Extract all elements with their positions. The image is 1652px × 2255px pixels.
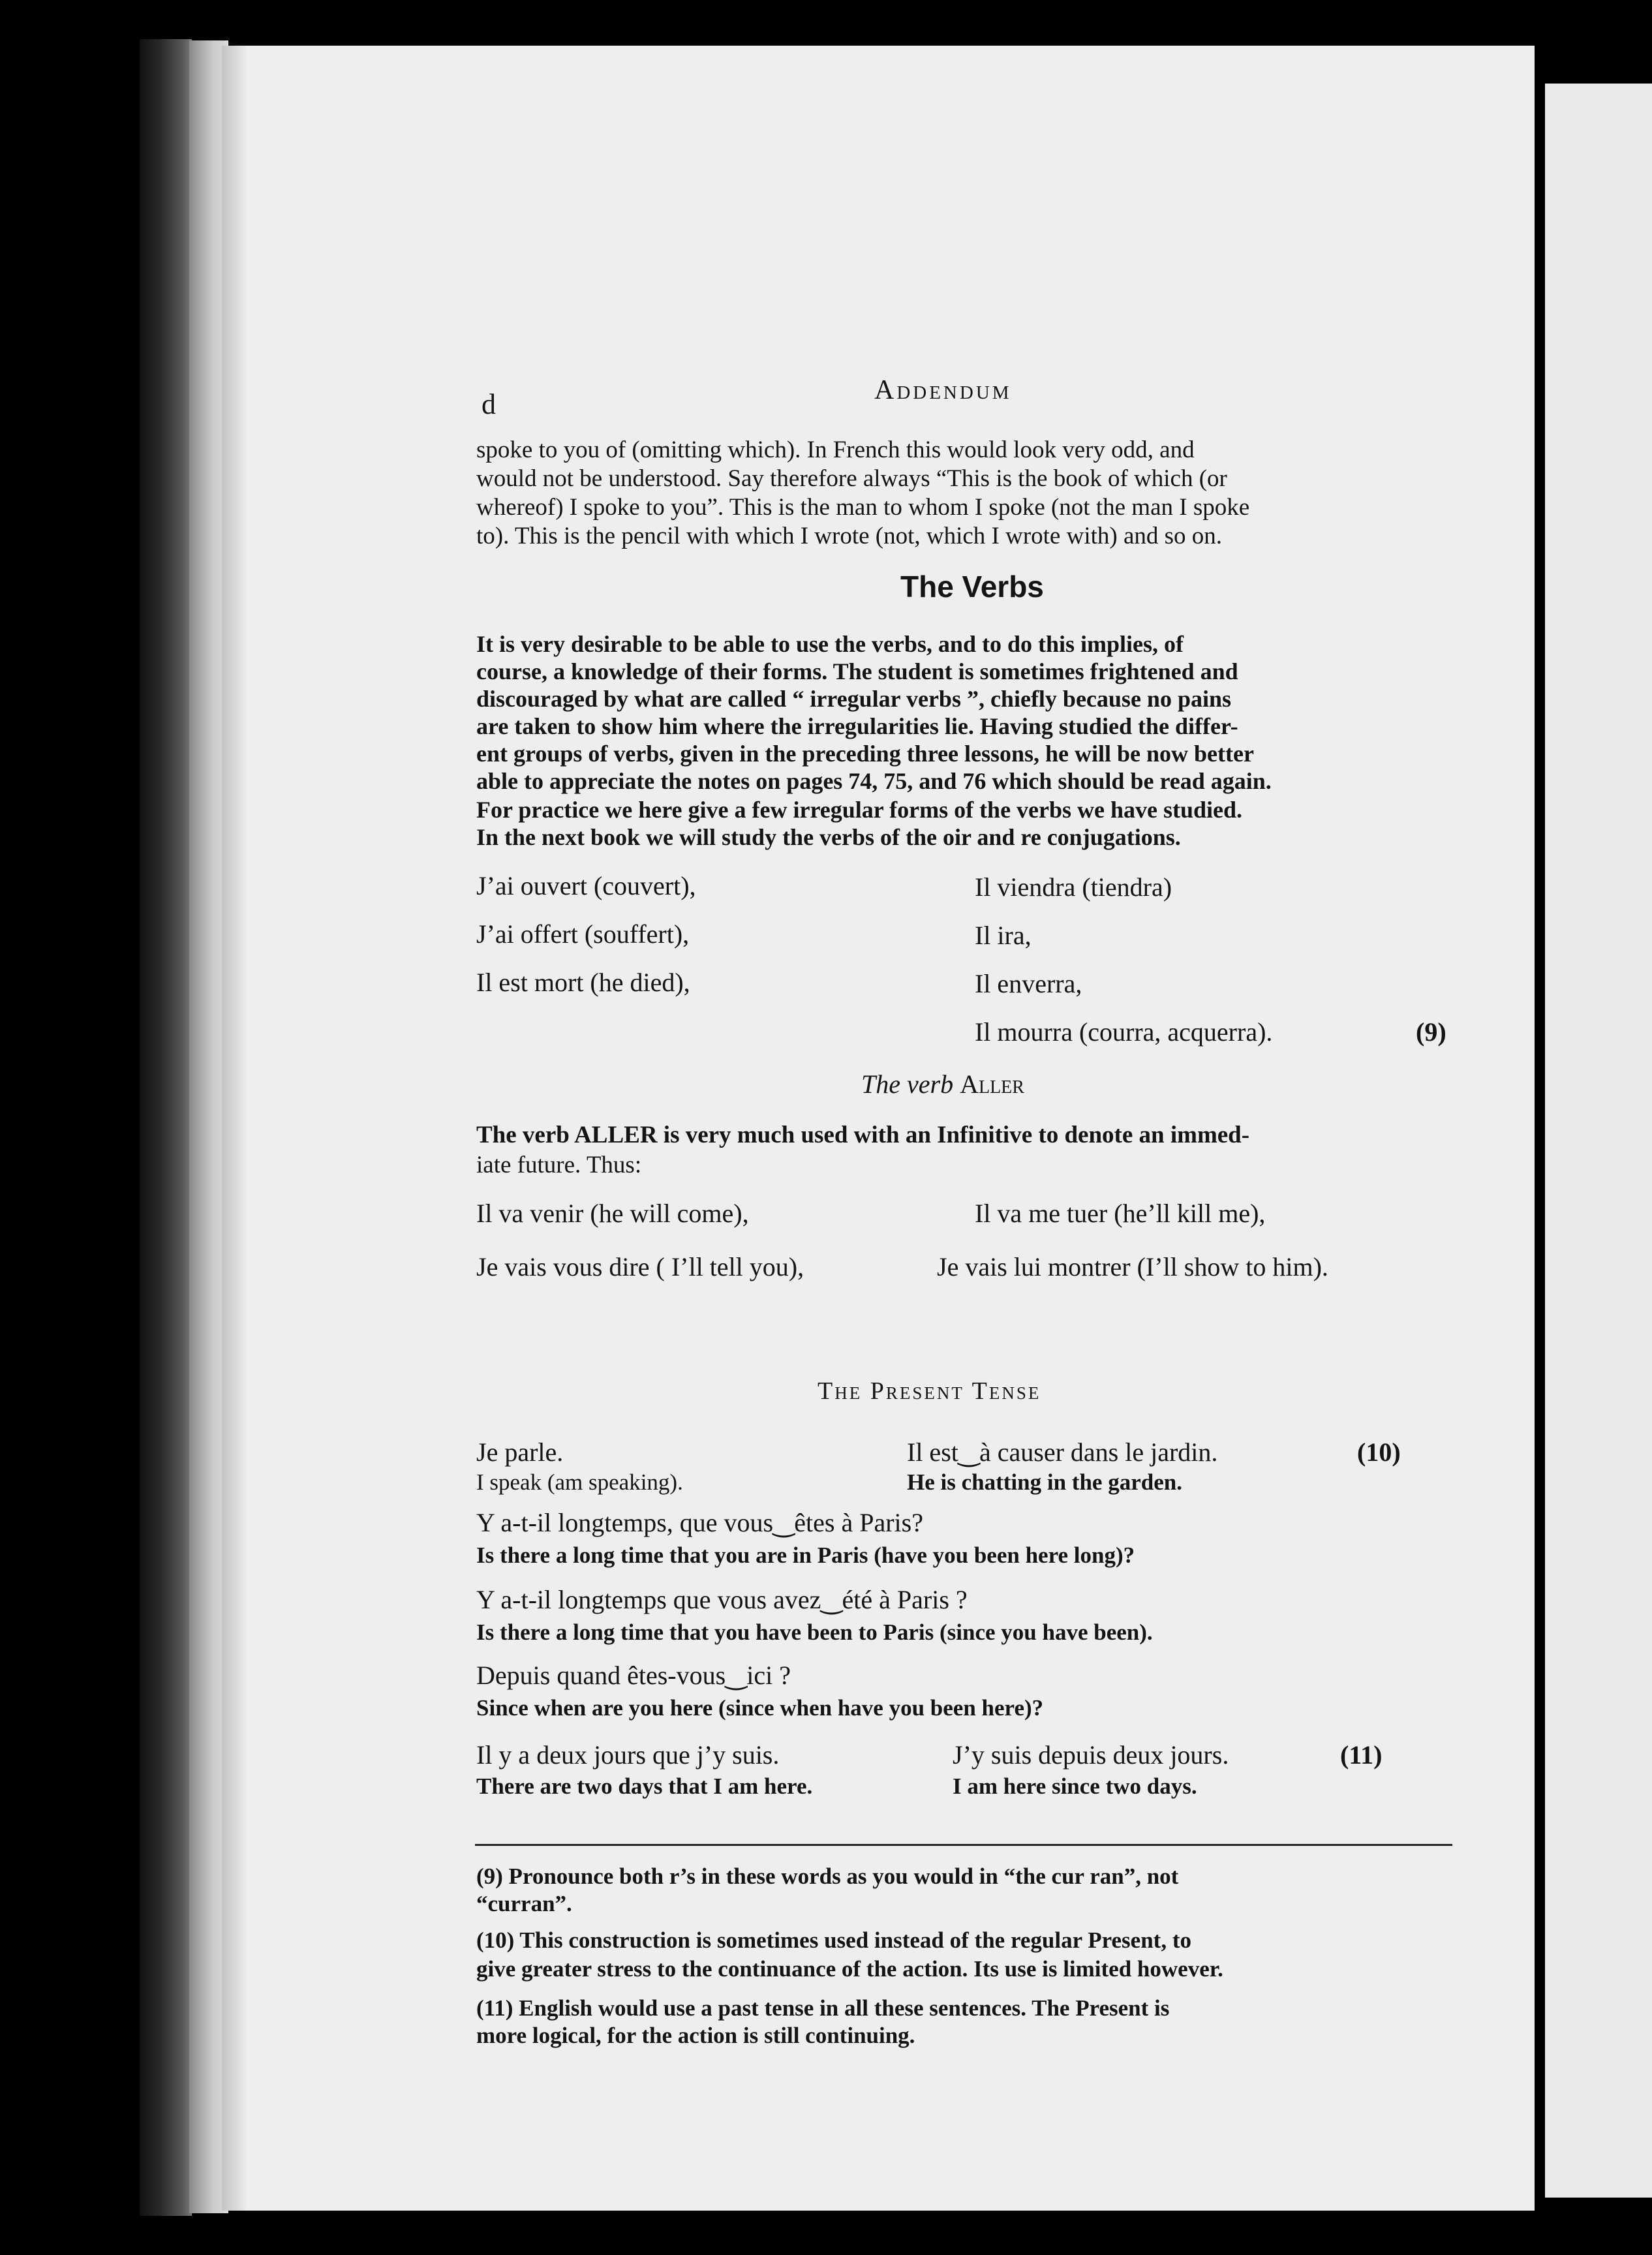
aller-example-left: Je vais vous dire ( I’ll tell you),: [476, 1252, 804, 1281]
verb-form-left: J’ai ouvert (couvert),: [476, 871, 696, 900]
footnote-11-line: (11) English would use a past tense in all these sentences. The Present is: [476, 1995, 1170, 2021]
verbs-paragraph-line: discouraged by what are called “ irregular verbs ”, chiefly because no pains: [476, 686, 1231, 712]
subsection-title-aller: The verb Aller: [861, 1069, 1024, 1099]
book-binding-shadow: [140, 39, 192, 2216]
verb-form-right: Il mourra (courra, acquerra).: [975, 1017, 1273, 1047]
page-letter: d: [482, 388, 496, 420]
verb-form-right: Il viendra (tiendra): [975, 872, 1172, 902]
facing-page-edge: [1545, 84, 1652, 2198]
intro-line: to). This is the pencil with which I wrote (not, which I wrote with) and so on.: [476, 523, 1223, 549]
present-example-french: Y a-t-il longtemps, que vous‿êtes à Paris?: [476, 1508, 923, 1537]
present-example-english: I am here since two days.: [953, 1773, 1197, 1799]
aller-text-line: iate future. Thus:: [476, 1152, 642, 1178]
footnote-ref-9: (9): [1416, 1017, 1446, 1047]
present-example-english: Is there a long time that you have been to Paris (since you have been).: [476, 1619, 1153, 1645]
present-example-english: Is there a long time that you are in Paris (have you been here long)?: [476, 1542, 1135, 1568]
intro-line: would not be understood. Say therefore always “This is the book of which (or: [476, 465, 1227, 492]
present-example-french: Y a-t-il longtemps que vous avez‿été à Paris ?: [476, 1585, 968, 1614]
aller-example-left: Il va venir (he will come),: [476, 1199, 749, 1228]
present-example-french: Il est‿à causer dans le jardin.: [907, 1437, 1218, 1467]
present-example-french: J’y suis depuis deux jours.: [953, 1740, 1229, 1770]
present-example-french: Il y a deux jours que j’y suis.: [476, 1740, 780, 1770]
present-example-french: Depuis quand êtes-vous‿ici ?: [476, 1661, 791, 1690]
footnote-ref-10: (10): [1357, 1437, 1401, 1467]
footnote-9-line: (9) Pronounce both r’s in these words as you would in “the cur ran”, not: [476, 1864, 1179, 1889]
footnote-9-line: “curran”.: [476, 1891, 572, 1916]
subsection-title-present-tense: The Present Tense: [818, 1377, 1041, 1405]
section-title-verbs: The Verbs: [900, 570, 1044, 604]
footnote-10-line: give greater stress to the continuance of the action. Its use is limited however.: [476, 1956, 1223, 1982]
verbs-paragraph-line: are taken to show him where the irregularities lie. Having studied the differ-: [476, 713, 1238, 739]
verbs-paragraph-line: It is very desirable to be able to use the verbs, and to do this implies, of: [476, 631, 1184, 657]
present-example-french: Je parle.: [476, 1437, 564, 1467]
aller-example-right: Je vais lui montrer (I’ll show to him).: [937, 1252, 1328, 1281]
verbs-paragraph-line: able to appreciate the notes on pages 74, 75, and 76 which should be read again.: [476, 768, 1272, 794]
verb-form-right: Il enverra,: [975, 969, 1082, 998]
aller-example-right: Il va me tuer (he’ll kill me),: [975, 1199, 1266, 1228]
present-example-english: I speak (am speaking).: [476, 1469, 683, 1495]
present-example-english: He is chatting in the garden.: [907, 1469, 1182, 1495]
footnote-10-line: (10) This construction is sometimes used instead of the regular Present, to: [476, 1927, 1191, 1953]
verb-form-right: Il ira,: [975, 921, 1032, 950]
practice-paragraph-line: For practice we here give a few irregular forms of the verbs we have studied.: [476, 797, 1243, 823]
verb-form-left: Il est mort (he died),: [476, 968, 690, 997]
intro-line: whereof) I spoke to you”. This is the man to whom I spoke (not the man I spoke: [476, 494, 1250, 521]
verbs-paragraph-line: course, a knowledge of their forms. The student is sometimes frightened and: [476, 658, 1238, 684]
present-example-english: Since when are you here (since when have you been here)?: [476, 1695, 1044, 1721]
practice-paragraph-line: In the next book we will study the verbs of the oir and re conjugations.: [476, 824, 1181, 850]
present-example-english: There are two days that I am here.: [476, 1773, 813, 1799]
verb-form-left: J’ai offert (souffert),: [476, 919, 690, 949]
footnote-divider: [475, 1844, 1452, 1846]
intro-line: spoke to you of (omitting which). In French this would look very odd, and: [476, 437, 1195, 463]
footnote-11-line: more logical, for the action is still continuing.: [476, 2023, 915, 2048]
running-title: Addendum: [874, 375, 1012, 405]
verbs-paragraph-line: ent groups of verbs, given in the preceding three lessons, he will be now better: [476, 741, 1254, 767]
footnote-ref-11: (11): [1340, 1740, 1383, 1770]
aller-text-line: The verb ALLER is very much used with an Infinitive to denote an immed-: [476, 1122, 1250, 1148]
